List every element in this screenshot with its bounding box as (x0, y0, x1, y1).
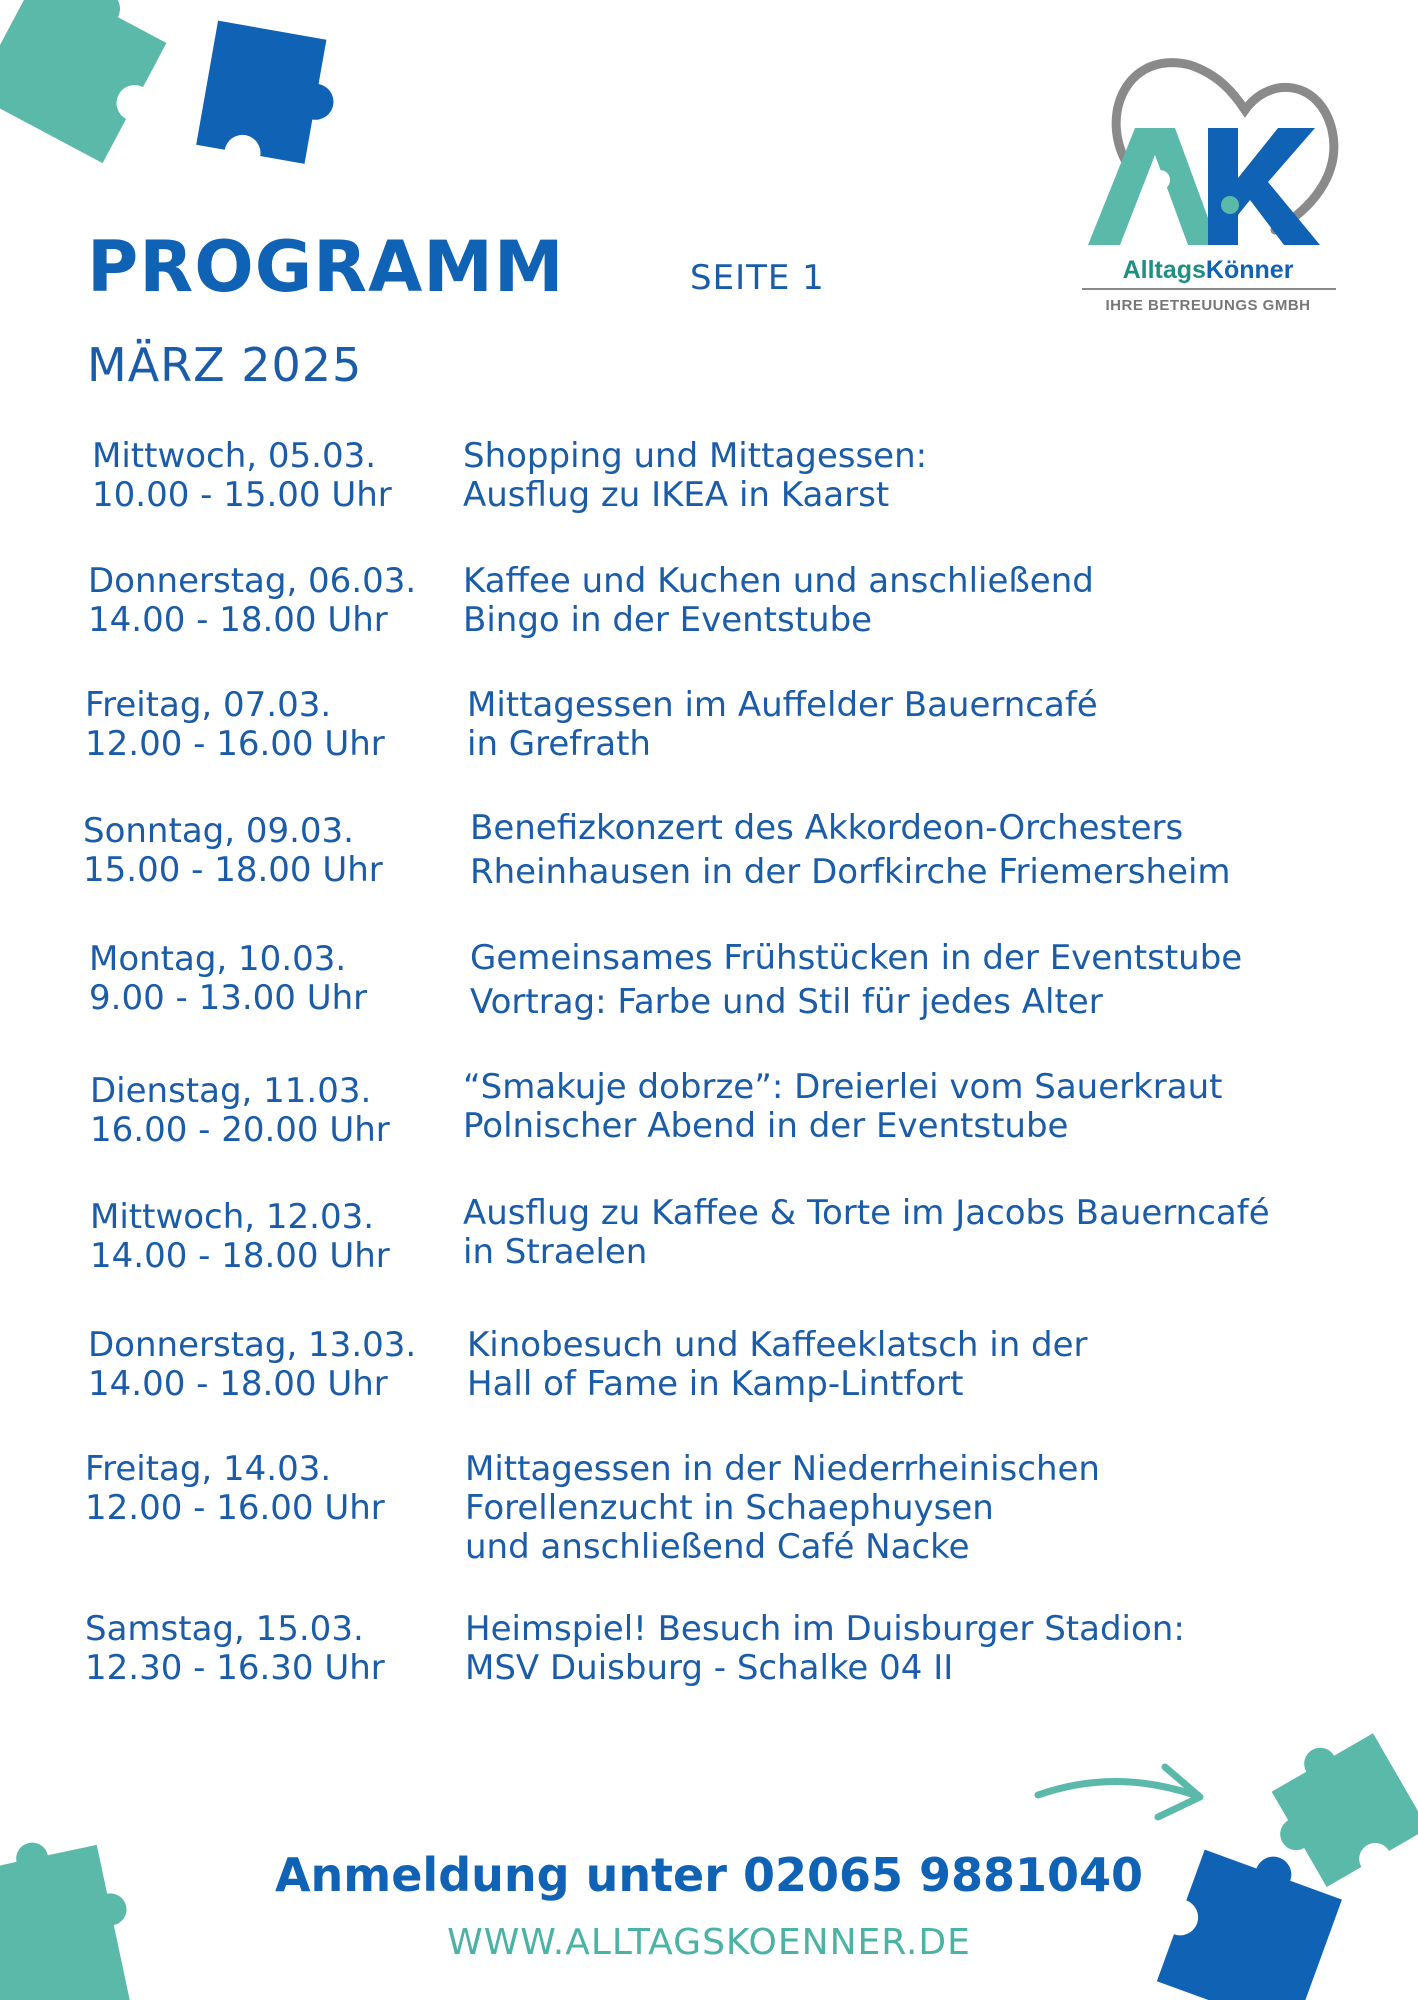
logo-subtitle: IHRE BETREUUNGS GMBH (1105, 297, 1311, 314)
event-day: Freitag, 07.03. (85, 685, 332, 725)
event-when (83, 812, 383, 890)
event-line: Rheinhausen in der Dorfkirche Friemersheim (470, 852, 1231, 892)
event-description (463, 437, 927, 515)
page-number-label: SEITE 1 (690, 258, 825, 298)
event-time: 16.00 - 20.00 Uhr (90, 1110, 390, 1150)
website-link[interactable]: WWW.ALLTAGSKOENNER.DE (447, 1922, 971, 1963)
registration-phone: Anmeldung unter 02065 9881040 (274, 1848, 1144, 1902)
event-description (470, 936, 1242, 1024)
event-day: Samstag, 15.03. (85, 1609, 364, 1649)
event-when (88, 1326, 416, 1404)
logo-divider (1082, 288, 1336, 290)
event-day: Mittwoch, 05.03. (92, 436, 377, 476)
event-line: MSV Duisburg - Schalke 04 II (465, 1648, 954, 1688)
event-line: Mittagessen in der Niederrheinischen (465, 1449, 1100, 1489)
event-when (89, 940, 367, 1018)
event-time: 14.00 - 18.00 Uhr (90, 1236, 390, 1276)
event-time: 14.00 - 18.00 Uhr (88, 1364, 388, 1404)
event-day: Sonntag, 09.03. (83, 811, 354, 851)
event-line: Heimspiel! Besuch im Duisburger Stadion: (465, 1609, 1185, 1649)
event-description (467, 686, 1098, 764)
event-day: Montag, 10.03. (89, 939, 347, 979)
event-line: in Straelen (463, 1232, 648, 1272)
event-time: 14.00 - 18.00 Uhr (88, 600, 388, 640)
event-description (463, 1068, 1223, 1146)
puzzle-pieces-top-left-icon (0, 0, 380, 200)
event-line: Gemeinsames Frühstücken in der Eventstube (470, 938, 1243, 978)
event-line: Kinobesuch und Kaffeeklatsch in der (467, 1325, 1088, 1365)
event-description (463, 562, 1094, 640)
event-when (92, 437, 392, 515)
logo-brand-part2: Könner (1205, 256, 1294, 284)
event-when (88, 562, 416, 640)
event-day: Donnerstag, 13.03. (88, 1325, 417, 1365)
event-time: 12.30 - 16.30 Uhr (85, 1648, 385, 1688)
event-time: 12.00 - 16.00 Uhr (85, 1488, 385, 1528)
event-description (470, 806, 1231, 894)
event-description (465, 1610, 1185, 1688)
event-line: Polnischer Abend in der Eventstube (463, 1106, 1069, 1146)
event-description (465, 1450, 1100, 1567)
page-title: PROGRAMM (87, 226, 565, 308)
event-line: Hall of Fame in Kamp-Lintfort (467, 1364, 964, 1404)
blue-puzzle-piece-icon (196, 21, 344, 167)
event-day: Donnerstag, 06.03. (88, 561, 417, 601)
event-time: 10.00 - 15.00 Uhr (92, 475, 392, 515)
event-line: Vortrag: Farbe und Stil für jedes Alter (470, 982, 1103, 1022)
event-time: 15.00 - 18.00 Uhr (83, 850, 383, 890)
teal-puzzle-piece-icon (0, 0, 175, 163)
event-line: Shopping und Mittagessen: (463, 436, 928, 476)
event-line: Forellenzucht in Schaephuysen (465, 1488, 994, 1528)
event-line: Ausflug zu Kaffee & Torte im Jacobs Bauerncafé (463, 1193, 1270, 1233)
event-line: Ausflug zu IKEA in Kaarst (463, 475, 890, 515)
event-line: “Smakuje dobrze”: Dreierlei vom Sauerkraut (463, 1067, 1223, 1107)
month-heading: MÄRZ 2025 (87, 338, 363, 392)
event-day: Mittwoch, 12.03. (90, 1197, 375, 1237)
heart-monogram-icon (1060, 50, 1360, 260)
event-description (467, 1326, 1088, 1404)
event-when (90, 1198, 390, 1276)
event-when (90, 1072, 390, 1150)
event-day: Dienstag, 11.03. (90, 1071, 372, 1111)
event-day: Freitag, 14.03. (85, 1449, 332, 1489)
logo-brand-name (1080, 256, 1336, 285)
event-line: Benefizkonzert des Akkordeon-Orchesters (470, 808, 1184, 848)
event-line: in Grefrath (467, 724, 651, 764)
event-when (85, 686, 385, 764)
company-logo (1060, 50, 1360, 330)
event-time: 12.00 - 16.00 Uhr (85, 724, 385, 764)
event-when (85, 1610, 385, 1688)
event-line: Bingo in der Eventstube (463, 600, 873, 640)
event-line: Mittagessen im Auffelder Bauerncafé (467, 685, 1098, 725)
event-when (85, 1450, 385, 1528)
event-line: und anschließend Café Nacke (465, 1527, 970, 1567)
event-line: Kaffee und Kuchen und anschließend (463, 561, 1094, 601)
event-description (463, 1194, 1270, 1272)
logo-brand-part1: Alltags (1122, 256, 1206, 284)
event-time: 9.00 - 13.00 Uhr (89, 978, 368, 1018)
